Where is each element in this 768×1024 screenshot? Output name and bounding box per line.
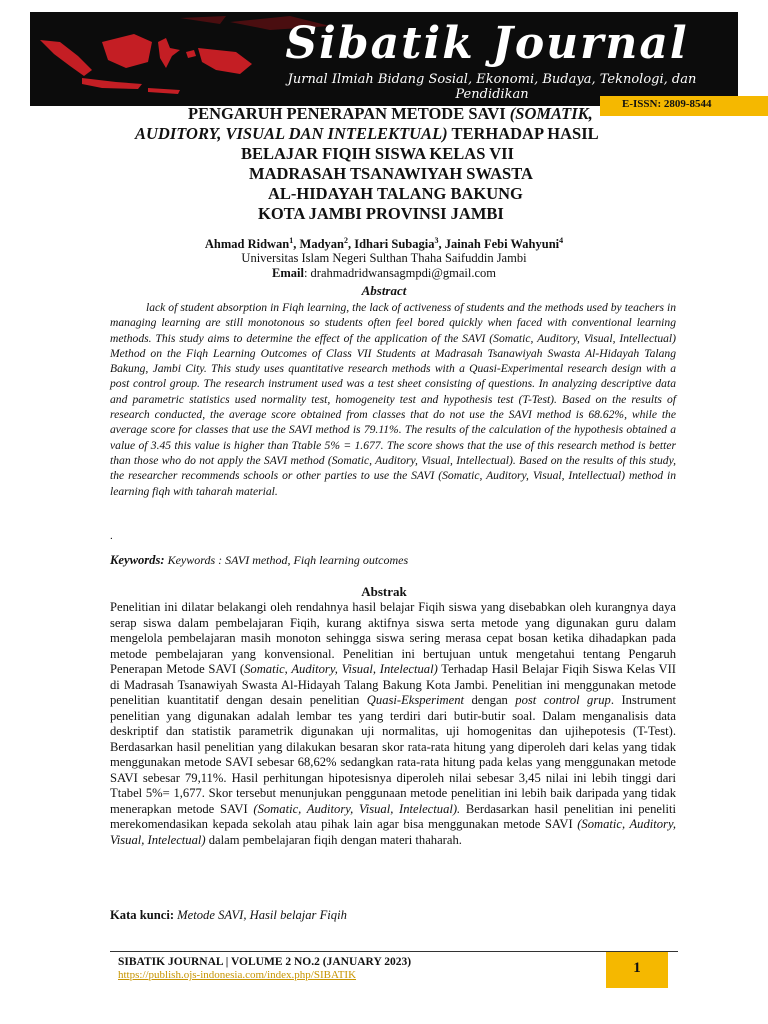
abstract-body [110, 300, 676, 499]
abstrak-italic: Somatic, Auditory, Visual, Intelectual) [244, 662, 438, 676]
paper-title-line-1 [188, 104, 593, 124]
email-line [0, 266, 768, 281]
author-affiliation-mark: 2 [343, 236, 348, 245]
author-name: , Madyan [293, 237, 344, 252]
page-number: 1 [633, 960, 641, 976]
abstrak-text: dengan [464, 693, 516, 707]
abstrak-italic: Quasi-Eksperiment [366, 693, 465, 707]
affiliation: Universitas Islam Negeri Sulthan Thaha Saifuddin Jambi [241, 251, 527, 265]
abstrak-text: Berdasarkan hasil penelitian ini peneliti merekomendasikan kepada sekolah atau pihak lain agar bisa menggunakan metode SAVI [110, 801, 677, 831]
abstrak-italic: (Somatic, Auditory, Visual, Intelectual) [110, 817, 676, 847]
abstrak-text: Terhadap Hasil Belajar Fiqih Siswa Kelas VII di Madrasah Tsanawiyah Swasta Al-Hidayah Talang Bakung Kota Jambi. Penelitian ini menggunakan metode penelitian kuantitatif dengan desain penelitian [110, 662, 676, 707]
title-text: TERHADAP HASIL [447, 124, 599, 143]
abstrak-text: Penelitian ini dilatar belakangi oleh rendahnya hasil belajar Fiqih siswa yang disebabkan oleh kurangnya daya serap siswa dalam pembelajaran Fiqih, kurang aktifnya siswa serta metode yang digunakan guru dalam mengelola pembelajaran masih monoton sehingga siswa sering merasa cepat bosan ketika dihadapkan pada metode pembelajaran yang konvensional. Penelitian ini bertujuan untuk mengetahui tentang Pengaruh Penerapan Metode SAVI ( [110, 600, 676, 676]
paper-title-line-5: AL-HIDAYAH TALANG BAKUNG [268, 184, 523, 203]
author-name: Ahmad Ridwan [204, 237, 290, 252]
title-italic: (SOMATIK, [509, 104, 593, 123]
author-affiliation-mark: 1 [289, 236, 294, 245]
kata-kunci-line [110, 908, 347, 923]
keywords-value: Keywords : SAVI method, Fiqh learning outcomes [164, 553, 409, 567]
paper-title-line-2 [135, 124, 599, 144]
author-affiliation-mark: 4 [559, 236, 564, 245]
abstrak-heading: Abstrak [361, 584, 407, 599]
paper-title-line-4: MADRASAH TSANAWIYAH SWASTA [249, 164, 533, 183]
abstrak-body [110, 600, 676, 848]
author-affiliation-mark: 3 [434, 236, 439, 245]
journal-banner [30, 12, 738, 106]
paper-title-line-3: BELAJAR FIQIH SISWA KELAS VII [241, 144, 514, 163]
author-name: , Jainah Febi Wahyuni [438, 237, 560, 252]
footer-journal-link[interactable]: https://publish.ojs-indonesia.com/index.php/SIBATIK [118, 969, 357, 981]
keywords-label: Keywords: [110, 553, 165, 567]
abstract-text: lack of student absorption in Fiqh learning, the lack of activeness of students and the methods used by teachers in managing learning are still monotonous so students often feel bored quickly when faced with conventional learning methods. This study aims to determine the effect of the application of the SAVI (Somatic, Auditory, Visual, Intellectual) Method on the Fiqh Learning Outcomes of Class VII Students at Madrasah Tsanawiyah Swasta Al-Hidayah Talang Bakung, Jambi City. This study uses quantitative research methods with a Quasi-Experimental research design with a post control group. The research instrument used was a test sheet consisting of questions. In analyzing descriptive data and parametric statistics used normality test, homogeneity test and hypothesis test (T-Test). Based on the results of research conducted, the average score obtained from classes that do not use the SAVI method is 68.62%, while the average score for classes that use the SAVI method is 79.11%. The results of the calculation of the hypothesis obtained a value of 3.45 this value is higher than Ttable 5% = 1.677. The score shows that the use of this research method is better than those who do not apply the SAVI method (Somatic, Auditory, Visual, Intellectual). Based on the results of this study, the researcher recommends schools or other parties to use the SAVI (Somatic, Auditory, Visual, Intellectual) method in learning fiqh with taharah material. [110, 301, 676, 498]
footer-divider [110, 951, 678, 952]
abstrak-italic: post control grup [515, 693, 611, 707]
author-name: , Idhari Subagia [347, 237, 435, 252]
abstract-heading: Abstract [361, 283, 407, 298]
journal-tagline: Jurnal Ilmiah Bidang Sosial, Ekonomi, Budaya, Teknologi, dan Pendidikan [287, 72, 697, 102]
email-address[interactable]: : drahmadridwansagmpdi@gmail.com [303, 266, 496, 280]
kata-kunci-value: Metode SAVI, Hasil belajar Fiqih [174, 908, 347, 922]
abstrak-italic: (Somatic, Auditory, Visual, Intelectual). [253, 801, 461, 816]
footer-journal-info: SIBATIK JOURNAL | VOLUME 2 NO.2 (JANUARY 2023) [118, 956, 412, 968]
abstrak-text: dalam pembelajaran fiqih dengan materi thaharah. [205, 832, 462, 847]
email-label: Email [272, 266, 304, 280]
paper-title-line-6: KOTA JAMBI PROVINSI JAMBI [258, 204, 504, 223]
journal-name: Sibatik Journal [285, 18, 689, 69]
title-text: PENGARUH PENERAPAN METODE SAVI [188, 104, 510, 123]
author-list [0, 236, 768, 252]
issn-label: E-ISSN: 2809-8544 [622, 98, 712, 110]
keywords-line [110, 553, 408, 568]
kata-kunci-label: Kata kunci: [110, 908, 175, 922]
title-italic: AUDITORY, VISUAL DAN INTELEKTUAL) [135, 124, 448, 143]
abstract-trailing-mark: . [110, 530, 113, 542]
abstrak-text: . Instrument penelitian yang digunakan adalah lembar tes yang terdiri dari butir-butir soal. Dalam menganalisis data deskriptif dan statistik parametrik digunakan uji normalitas, uji homogenitas dan ujihepotesis (T-Test). Berdasarkan hasil penelitian yang dilakukan besaran skor rata-rata hitung yang diperoleh dari kelas yang tidak menggunakan metode SAVI sebesar 68,62% sedangkan rata-rata hitung pada kelas yang menggunakan metode SAVI sebesar 79,11%. Hasil perhitungan hipotesisnya diperoleh nilai sebesar 3,45 nilai ini lebih tinggi dari Ttabel 5%= 1,677. Skor tersebut menunjukan penggunaan metode penelitian ini lebih baik daripada yang tidak menerapkan metode SAVI [110, 693, 677, 816]
